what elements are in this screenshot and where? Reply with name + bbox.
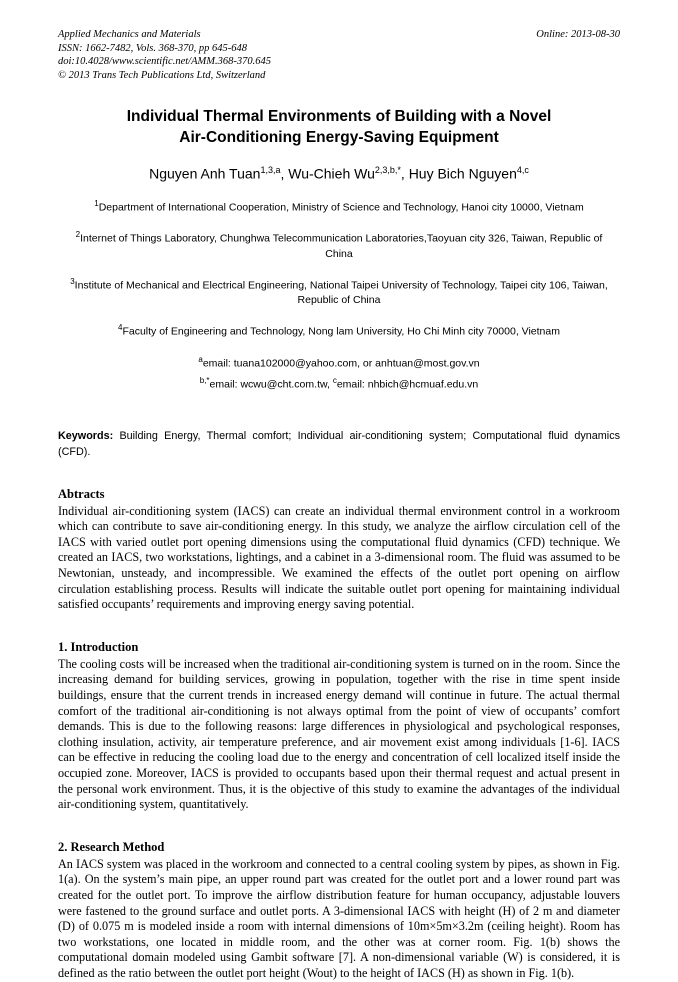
email-text: email: nhbich@hcmuaf.edu.vn bbox=[336, 378, 479, 391]
abstract-paragraph: Individual air-conditioning system (IACS) can create an individual thermal environment control in a workroom which can contribute to save air-conditioning energy. In this study, we analyze the airflow circulation cell of the IACS with varied outlet port opening dimensions using the computational fluid dynamics (CFD) technique. We created an IACS, two workstations, lightings, and a cabinet in a 3-dimensional room. The fluid was assumed to be Newtonian, unsteady, and incompressible. We examined the effects of the outlet port opening on airflow circulation establishing process. Results will indicate the suitable outlet port opening for maintaining individual satisfied occupants’ requirements and improving energy saving potential. bbox=[58, 503, 620, 612]
affiliation bbox=[58, 227, 620, 262]
author-name: Wu-Chieh Wu bbox=[288, 165, 375, 182]
keywords-block bbox=[58, 428, 620, 460]
email-marker: b,* bbox=[199, 376, 210, 386]
affiliation-marker: 3 bbox=[70, 276, 75, 286]
research-method-heading: 2. Research Method bbox=[58, 839, 165, 854]
online-date: Online: 2013-08-30 bbox=[536, 29, 620, 40]
email-block bbox=[58, 351, 620, 394]
introduction-heading: 1. Introduction bbox=[58, 639, 139, 654]
affiliation-text: Institute of Mechanical and Electrical Engineering, National Taipei University of Technology, Taipei city 106, Taiwan, Republic of China bbox=[74, 279, 608, 307]
affiliation bbox=[58, 196, 620, 216]
doi-line: doi:10.4028/www.scientific.net/AMM.368-370.645 bbox=[58, 56, 271, 67]
author-sup: 4,c bbox=[516, 165, 529, 175]
page-header bbox=[58, 28, 620, 82]
affiliation-text: Faculty of Engineering and Technology, Nong lam University, Ho Chi Minh city 70000, Vietnam bbox=[122, 325, 560, 338]
title-line-1: Individual Thermal Environments of Building with a Novel bbox=[126, 108, 552, 125]
email-text: email: wcwu@cht.com.tw, bbox=[209, 378, 333, 391]
affiliation-text: Department of International Cooperation, Ministry of Science and Technology, Hanoi city 10000, Vietnam bbox=[98, 201, 584, 214]
email-marker: c bbox=[332, 376, 337, 386]
author-name: Nguyen Anh Tuan bbox=[149, 165, 261, 182]
keywords-text: Building Energy, Thermal comfort; Individual air-conditioning system; Computational fluid dynamics (CFD). bbox=[58, 429, 620, 458]
page-title bbox=[58, 106, 620, 148]
email-text: email: tuana102000@yahoo.com, or anhtuan@most.gov.vn bbox=[202, 357, 480, 370]
abstract-heading: Abtracts bbox=[58, 486, 105, 501]
affiliation bbox=[58, 274, 620, 309]
header-left-block bbox=[58, 28, 271, 82]
email-marker: a bbox=[198, 354, 203, 364]
author-name: Huy Bich Nguyen bbox=[408, 165, 517, 182]
journal-name: Applied Mechanics and Materials bbox=[58, 29, 201, 40]
title-line-2: Air-Conditioning Energy-Saving Equipment bbox=[179, 129, 499, 146]
author-list: Nguyen Anh Tuan$^{1,3,a}$, Wu-Chieh $Wu^{2,3,b,*}$, Huy Bich Nguyen$^{4,c}$ bbox=[149, 165, 529, 182]
keywords-label: Keywords: bbox=[58, 429, 114, 442]
email-line bbox=[58, 351, 620, 373]
author-sup: 2,3,b,* bbox=[374, 165, 401, 175]
author-sup: 1,3,a bbox=[260, 165, 281, 175]
copyright-line: © 2013 Trans Tech Publications Ltd, Switzerland bbox=[58, 69, 266, 81]
research-method-paragraph: An IACS system was placed in the workroom and connected to a central cooling system by pipes, as shown in Fig. 1(a). On the system’s main pipe, an upper round part was created for the outlet port and a lower round part was created for the outlet port. To improve the airflow distribution feature for human occupancy, adjustable louvers were fastened to the ground surface and outlet ports. A 3-dimensional IACS with height (H) of 2 m and diameter (D) of 0.075 m is modeled inside a room with internal dimensions of 10m×5m×3.2m (ceiling height). Room has two workstations, one located in middle room, and the other was at corner room. Fig. 1(b) shows the computational domain modeled using Gambit software [7]. A non-dimensional variable (W) is considered, it is defined as the ratio between the outlet port height (Wout) to the height of IACS (H) as shown in Fig. 1(b). bbox=[58, 856, 620, 980]
issn-line: ISSN: 1662-7482, Vols. 368-370, pp 645-648 bbox=[58, 42, 247, 54]
introduction-paragraph: The cooling costs will be increased when the traditional air-conditioning system is turned on in the room. Since the increasing demand for building services, growing in population, together with the rise in time spent inside buildings, ensure that the current trends in increased energy demand will continue in future. The actual thermal comfort of the traditional air-conditioning is not always optimal from the point of view of occupants’ comfort demands. This is due to the following reasons: large differences in physiological and psychological responses, clothing insulation, activity, air temperature preference, and air movement exist among individuals [1-6]. IACS can be effective in reducing the cooling load due to the energy and concentration of cell localized itself inside the occupied zone. Moreover, IACS is provided to occupants based upon their thermal request and actual present in the personal work environment. Thus, it is the objective of this study to examine the advantages of the individual air-conditioning system, quantitatively. bbox=[58, 656, 620, 812]
affiliation-marker: 1 bbox=[94, 198, 99, 208]
affiliation-marker: 2 bbox=[75, 230, 81, 240]
affiliation-text: Internet of Things Laboratory, Chunghwa Telecommunication Laboratories,Taoyuan city 326, Taiwan, Republic of China bbox=[80, 232, 603, 260]
affiliation-marker: 4 bbox=[118, 323, 123, 333]
affiliation bbox=[58, 320, 620, 340]
email-line bbox=[58, 372, 620, 394]
